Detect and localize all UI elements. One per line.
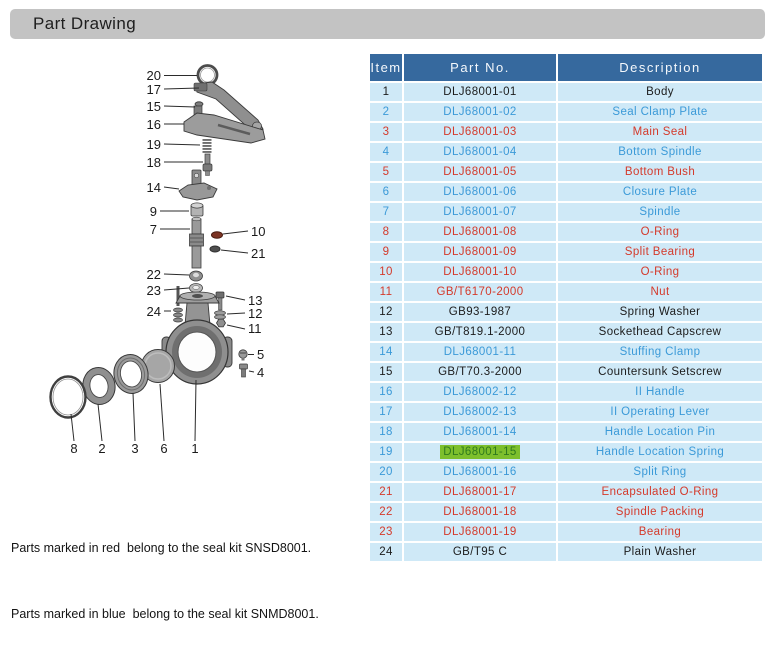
item-cell: 9 [370, 243, 402, 261]
note-red-seal-kit: Parts marked in red belong to the seal kit SNSD8001. [11, 541, 312, 555]
description-cell: Bottom Bush [558, 163, 762, 181]
table-row [370, 483, 762, 501]
item-cell: 17 [370, 403, 402, 421]
col-header-item: Item [370, 54, 402, 81]
description-cell: Closure Plate [558, 183, 762, 201]
table-row [370, 343, 762, 361]
description-cell: Bearing [558, 523, 762, 541]
callout-5: 5 [257, 347, 265, 362]
description-cell: Bottom Spindle [558, 143, 762, 161]
description-cell: Stuffing Clamp [558, 343, 762, 361]
part-no-cell: DLJ68001-01 [404, 83, 556, 101]
table-row [370, 403, 762, 421]
part-nut [217, 319, 226, 327]
part-split-bearing [191, 203, 203, 216]
part-handle-location-pin [203, 154, 212, 176]
leader-line [164, 187, 179, 189]
part-bottom-bush [239, 350, 247, 361]
leader-line [249, 371, 254, 372]
table-row [370, 423, 762, 441]
callout-2: 2 [98, 441, 106, 456]
callout-11: 11 [248, 321, 262, 336]
description-cell: II Operating Lever [558, 403, 762, 421]
leader-line [164, 274, 189, 275]
parts-table-body [370, 83, 762, 561]
callout-24: 24 [146, 304, 161, 319]
leader-line [195, 380, 196, 441]
item-cell: 24 [370, 543, 402, 561]
table-row [370, 243, 762, 261]
table-row [370, 543, 762, 561]
part-no-cell: DLJ68002-13 [404, 403, 556, 421]
table-row [370, 323, 762, 341]
part-no-cell: DLJ68001-06 [404, 183, 556, 201]
col-header-part-no: Part No. [404, 54, 556, 81]
part-plain-washer [174, 286, 183, 322]
callout-16: 16 [146, 117, 161, 132]
leader-line [160, 384, 164, 441]
part-no-cell: DLJ68001-03 [404, 123, 556, 141]
part-no-cell: GB/T70.3-2000 [404, 363, 556, 381]
leader-line [221, 250, 248, 253]
callout-10: 10 [251, 224, 266, 239]
item-cell: 6 [370, 183, 402, 201]
table-row [370, 143, 762, 161]
callout-17: 17 [146, 82, 161, 97]
part-no-cell: DLJ68001-10 [404, 263, 556, 281]
leader-line [164, 144, 200, 145]
description-cell: Main Seal [558, 123, 762, 141]
callout-6: 6 [160, 441, 168, 456]
description-cell: Spindle Packing [558, 503, 762, 521]
item-cell: 16 [370, 383, 402, 401]
part-encapsulated-o-ring [210, 246, 220, 252]
description-cell: Spindle [558, 203, 762, 221]
table-row [370, 443, 762, 461]
part-handle-location-spring [203, 139, 212, 153]
footnotes [11, 493, 319, 647]
table-row [370, 363, 762, 381]
description-cell: Spring Washer [558, 303, 762, 321]
item-cell: 7 [370, 203, 402, 221]
item-cell: 22 [370, 503, 402, 521]
part-split-ring [198, 66, 217, 85]
part-no-cell: DLJ68001-19 [404, 523, 556, 541]
part-spindle [190, 217, 204, 268]
item-cell: 2 [370, 103, 402, 121]
page-title-bar [10, 9, 765, 39]
callout-12: 12 [248, 306, 263, 321]
part-no-cell: GB/T95 C [404, 543, 556, 561]
table-row [370, 203, 762, 221]
callout-20: 20 [146, 68, 161, 83]
callout-13: 13 [248, 293, 263, 308]
callout-22: 22 [146, 267, 161, 282]
part-spring-washer [215, 311, 226, 319]
description-cell: Seal Clamp Plate [558, 103, 762, 121]
parts-table [368, 52, 764, 563]
part-o-ring-red [212, 232, 223, 238]
part-no-cell: DLJ68001-05 [404, 163, 556, 181]
item-cell: 14 [370, 343, 402, 361]
part-no-cell: DLJ68001-17 [404, 483, 556, 501]
description-cell: Countersunk Setscrew [558, 363, 762, 381]
note-blue-seal-kit: Parts marked in blue belong to the seal kit SNMD8001. [11, 607, 319, 621]
callout-19: 19 [146, 137, 161, 152]
leader-line [98, 404, 102, 441]
table-row [370, 303, 762, 321]
description-cell: O-Ring [558, 263, 762, 281]
table-row [370, 123, 762, 141]
description-cell: II Handle [558, 383, 762, 401]
part-no-cell: DLJ68001-07 [404, 203, 556, 221]
part-no-cell [404, 443, 556, 461]
item-cell: 4 [370, 143, 402, 161]
part-no-cell: DLJ68001-08 [404, 223, 556, 241]
table-row [370, 283, 762, 301]
description-cell: O-Ring [558, 223, 762, 241]
leader-line [223, 231, 248, 234]
description-cell: Sockethead Capscrew [558, 323, 762, 341]
callout-18: 18 [146, 155, 161, 170]
part-no-cell: DLJ68001-02 [404, 103, 556, 121]
col-header-description: Description [558, 54, 762, 81]
item-cell: 21 [370, 483, 402, 501]
description-cell: Handle Location Spring [558, 443, 762, 461]
description-cell: Encapsulated O-Ring [558, 483, 762, 501]
part-no-cell: DLJ68001-18 [404, 503, 556, 521]
callout-15: 15 [146, 99, 161, 114]
item-cell: 3 [370, 123, 402, 141]
table-row [370, 263, 762, 281]
item-cell: 12 [370, 303, 402, 321]
leader-line [227, 325, 245, 329]
part-no-cell: DLJ68001-09 [404, 243, 556, 261]
table-row [370, 83, 762, 101]
part-bearing [190, 284, 203, 293]
leader-line [227, 313, 245, 314]
callout-21: 21 [251, 246, 266, 261]
part-bottom-spindle [240, 364, 248, 377]
table-row [370, 103, 762, 121]
callout-4: 4 [257, 365, 265, 380]
item-cell: 8 [370, 223, 402, 241]
part-no-cell: GB/T819.1-2000 [404, 323, 556, 341]
part-no-cell: GB/T6170-2000 [404, 283, 556, 301]
part-drawing-diagram [30, 55, 370, 495]
description-cell: Body [558, 83, 762, 101]
description-cell: Split Bearing [558, 243, 762, 261]
callout-7: 7 [149, 222, 157, 237]
item-cell: 19 [370, 443, 402, 461]
part-spindle-packing [190, 271, 203, 281]
highlighted-part-no: DLJ68001-15 [440, 445, 519, 459]
table-header-row [370, 54, 762, 81]
table-row [370, 503, 762, 521]
description-cell: Handle Location Pin [558, 423, 762, 441]
description-cell: Nut [558, 283, 762, 301]
part-no-cell: DLJ68001-11 [404, 343, 556, 361]
leader-line [226, 296, 245, 300]
callout-14: 14 [146, 180, 161, 195]
part-no-cell: DLJ68001-14 [404, 423, 556, 441]
callout-8: 8 [70, 441, 78, 456]
part-no-cell: DLJ68001-04 [404, 143, 556, 161]
item-cell: 13 [370, 323, 402, 341]
part-no-cell: DLJ68001-16 [404, 463, 556, 481]
item-cell: 18 [370, 423, 402, 441]
table-row [370, 223, 762, 241]
description-cell: Plain Washer [558, 543, 762, 561]
table-row [370, 163, 762, 181]
item-cell: 5 [370, 163, 402, 181]
item-cell: 23 [370, 523, 402, 541]
part-stuffing-clamp [179, 170, 217, 200]
callout-9: 9 [149, 204, 157, 219]
item-cell: 11 [370, 283, 402, 301]
page-title: Part Drawing [33, 14, 137, 33]
table-row [370, 463, 762, 481]
table-row [370, 383, 762, 401]
callout-3: 3 [131, 441, 139, 456]
part-o-ring-bottom [51, 377, 86, 418]
item-cell: 15 [370, 363, 402, 381]
description-cell: Split Ring [558, 463, 762, 481]
item-cell: 20 [370, 463, 402, 481]
table-row [370, 183, 762, 201]
callout-1: 1 [191, 441, 199, 456]
part-no-cell: DLJ68002-12 [404, 383, 556, 401]
part-no-cell: GB93-1987 [404, 303, 556, 321]
item-cell: 1 [370, 83, 402, 101]
leader-line [164, 106, 195, 107]
callout-23: 23 [146, 283, 161, 298]
table-row [370, 523, 762, 541]
item-cell: 10 [370, 263, 402, 281]
leader-line [133, 393, 135, 441]
